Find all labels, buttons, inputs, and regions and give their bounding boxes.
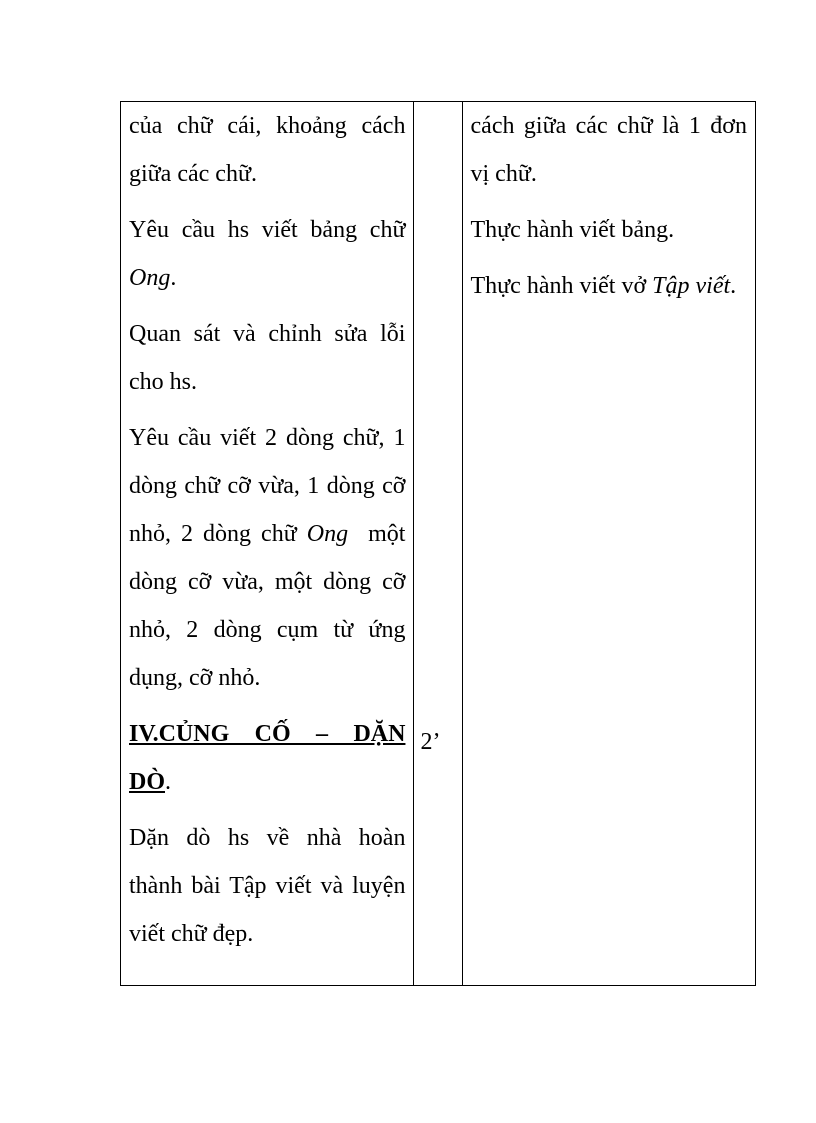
student-paragraph-3-end: .	[730, 273, 737, 299]
student-paragraph-3-text: Thực hành viết vở	[470, 273, 647, 299]
section-heading-line-1: IV.CỦNG CỐ – DẶN	[129, 721, 406, 747]
teacher-paragraph-1: của chữ cái, khoảng cách giữa các chữ.	[129, 113, 406, 187]
section-heading-line-2	[129, 758, 405, 806]
teacher-paragraph-4-text-a: Yêu cầu viết 2 dòng chữ, 1 dòng chữ cỡ vừa, 1 dòng cỡ nhỏ, 2 dòng chữ	[129, 425, 406, 547]
teacher-paragraph-2-text: Yêu cầu hs viết bảng chữ	[129, 217, 406, 243]
time-value: 2’	[420, 729, 441, 755]
lesson-table	[120, 101, 756, 986]
teacher-paragraph-4	[129, 414, 405, 702]
teacher-paragraph-4-italic: Ong	[306, 521, 349, 547]
section-heading	[129, 710, 405, 806]
teacher-paragraph-2-end: .	[170, 265, 177, 291]
student-paragraph-3	[471, 262, 747, 310]
student-paragraph-1: cách giữa các chữ là 1 đơn vị chữ.	[470, 113, 747, 187]
teacher-activity-cell	[121, 102, 414, 986]
student-paragraph-2: Thực hành viết bảng.	[470, 217, 675, 243]
teacher-paragraph-5: Dặn dò hs về nhà hoàn thành bài Tập viết và luyện viết chữ đẹp.	[129, 825, 406, 947]
time-cell	[414, 102, 462, 986]
teacher-paragraph-3: Quan sát và chỉnh sửa lỗi cho hs.	[129, 321, 406, 395]
teacher-paragraph-4-text-b: một dòng cỡ vừa, một dòng cỡ nhỏ, 2 dòng cụm từ ứng dụng, cỡ nhỏ.	[129, 521, 406, 691]
student-paragraph-3-italic: Tập viết	[652, 273, 731, 299]
teacher-paragraph-2-italic: Ong	[129, 265, 171, 291]
section-heading-end: .	[165, 769, 171, 795]
section-heading-line-2-text: DÒ	[129, 769, 165, 795]
student-activity-cell	[462, 102, 755, 986]
table-row	[121, 102, 756, 986]
teacher-paragraph-2	[129, 206, 405, 302]
